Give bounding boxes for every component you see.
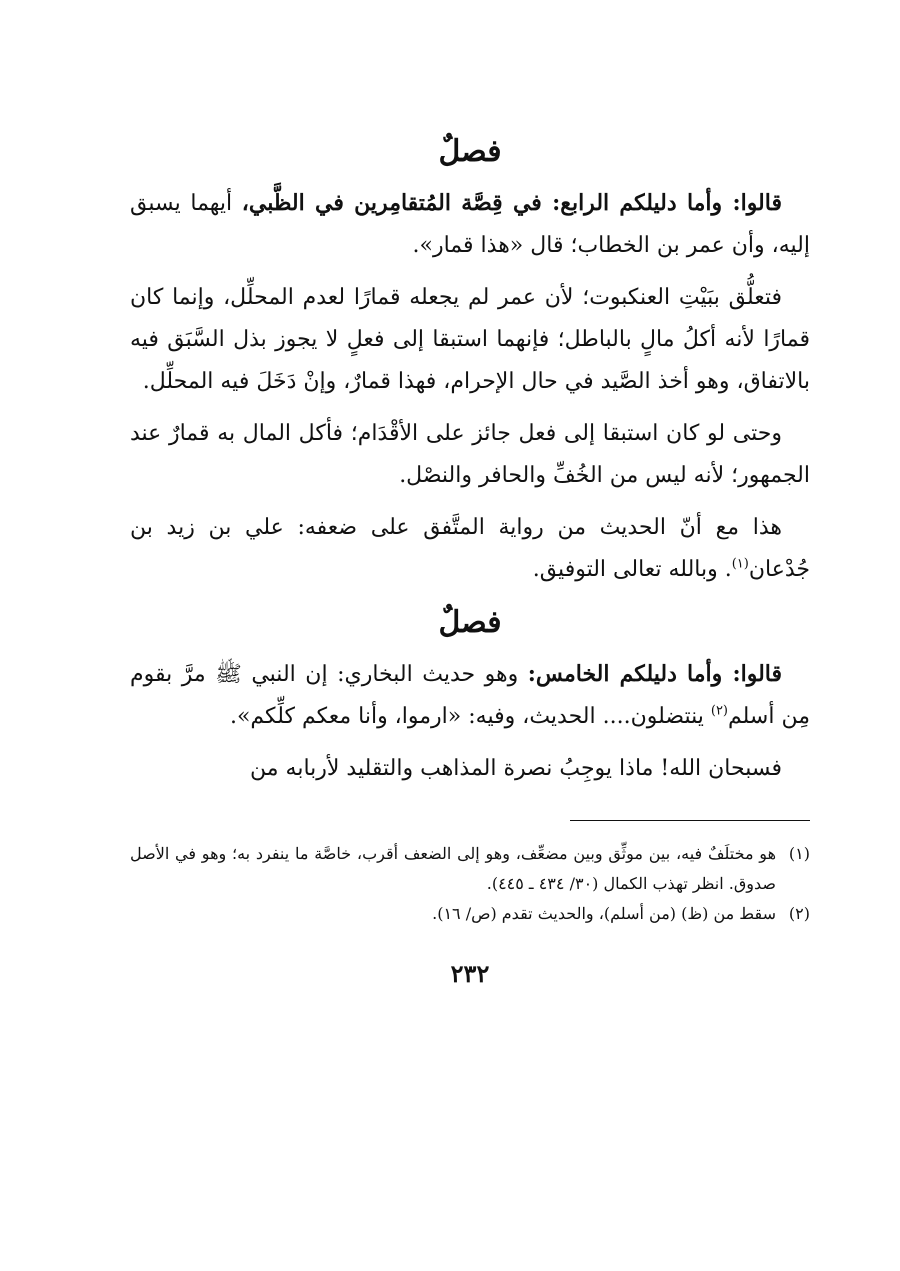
footnote — [130, 899, 810, 929]
paragraph-text: . وبالله تعالى التوفيق. — [532, 557, 732, 582]
paragraph-text: ينتضلون.... الحديث، وفيه: «ارموا، وأنا معكم كلِّكم». — [229, 704, 711, 729]
paragraph: فسبحان الله! ماذا يوجِبُ نصرة المذاهب والتقليد لأربابه من — [250, 756, 782, 781]
footnote-number: (٢) — [788, 904, 810, 923]
paragraph-text: هذا مع أنّ الحديث من رواية المتَّفق على ضعفه: علي بن زيد بن جُدْعان — [130, 515, 810, 582]
footnotes — [130, 839, 810, 929]
paragraph-lead: قالوا: وأما دليلكم الرابع: في قِصَّة المُتقامِرين في الظَّبي، — [241, 190, 782, 216]
footnote-text: سقط من (ظ) (من أسلم)، والحديث تقدم (ص/ ١٦). — [432, 904, 776, 923]
paragraph-text: أيهما يسبق إليه، وأن عمر بن الخطاب؛ قال «هذا قمار». — [130, 191, 810, 258]
footnote-text: هو مختلَفٌ فيه، بين موثِّق وبين مضعِّف، وهو إلى الضعف أقرب، خاصَّة ما ينفرد به؛ وهو في الأصل صدوق. انظر تهذب الكمال (٣٠/ ٤٣٤ ـ ٤٤٥). — [130, 844, 777, 893]
footnote-number: (١) — [788, 844, 810, 863]
section-title: فصلٌ — [438, 605, 502, 640]
document-page — [130, 130, 810, 988]
paragraph: وحتى لو كان استبقا إلى فعل جائز على الأقْدَام؛ فأكل المال به قمارٌ عند الجمهور؛ لأنه ليس من الخُفِّ والحافر والنصْل. — [130, 421, 810, 488]
footnote-separator — [570, 820, 810, 821]
page-number: ٢٣٢ — [450, 959, 490, 988]
paragraph — [130, 653, 810, 738]
paragraph-lead: قالوا: وأما دليلكم الخامس: — [527, 661, 783, 687]
paragraph: فتعلُّق ببَيْتِ العنكبوت؛ لأن عمر لم يجعله قمارًا لعدم المحلِّل، وإنما كان قمارًا لأنه أكلُ مالٍ بالباطل؛ فإنهما استبقا إلى فعلٍ لا يجوز بذل السَّبَق فيه بالاتفاق، وهو أخذ الصَّيد في حال الإحرام، فهذا قمارٌ، وإنْ دَخَلَ فيه المحلِّل. — [130, 285, 810, 394]
footnote — [130, 839, 810, 899]
paragraph-text: وهو حديث البخاري: إن النبي ﷺ مرَّ بقوم مِن أسلم — [130, 662, 810, 729]
footnote-reference: (١) — [731, 556, 749, 572]
footnote-reference: (٢) — [710, 703, 728, 719]
section-title: فصلٌ — [438, 134, 502, 169]
paragraph — [130, 507, 810, 591]
paragraph — [130, 182, 810, 267]
